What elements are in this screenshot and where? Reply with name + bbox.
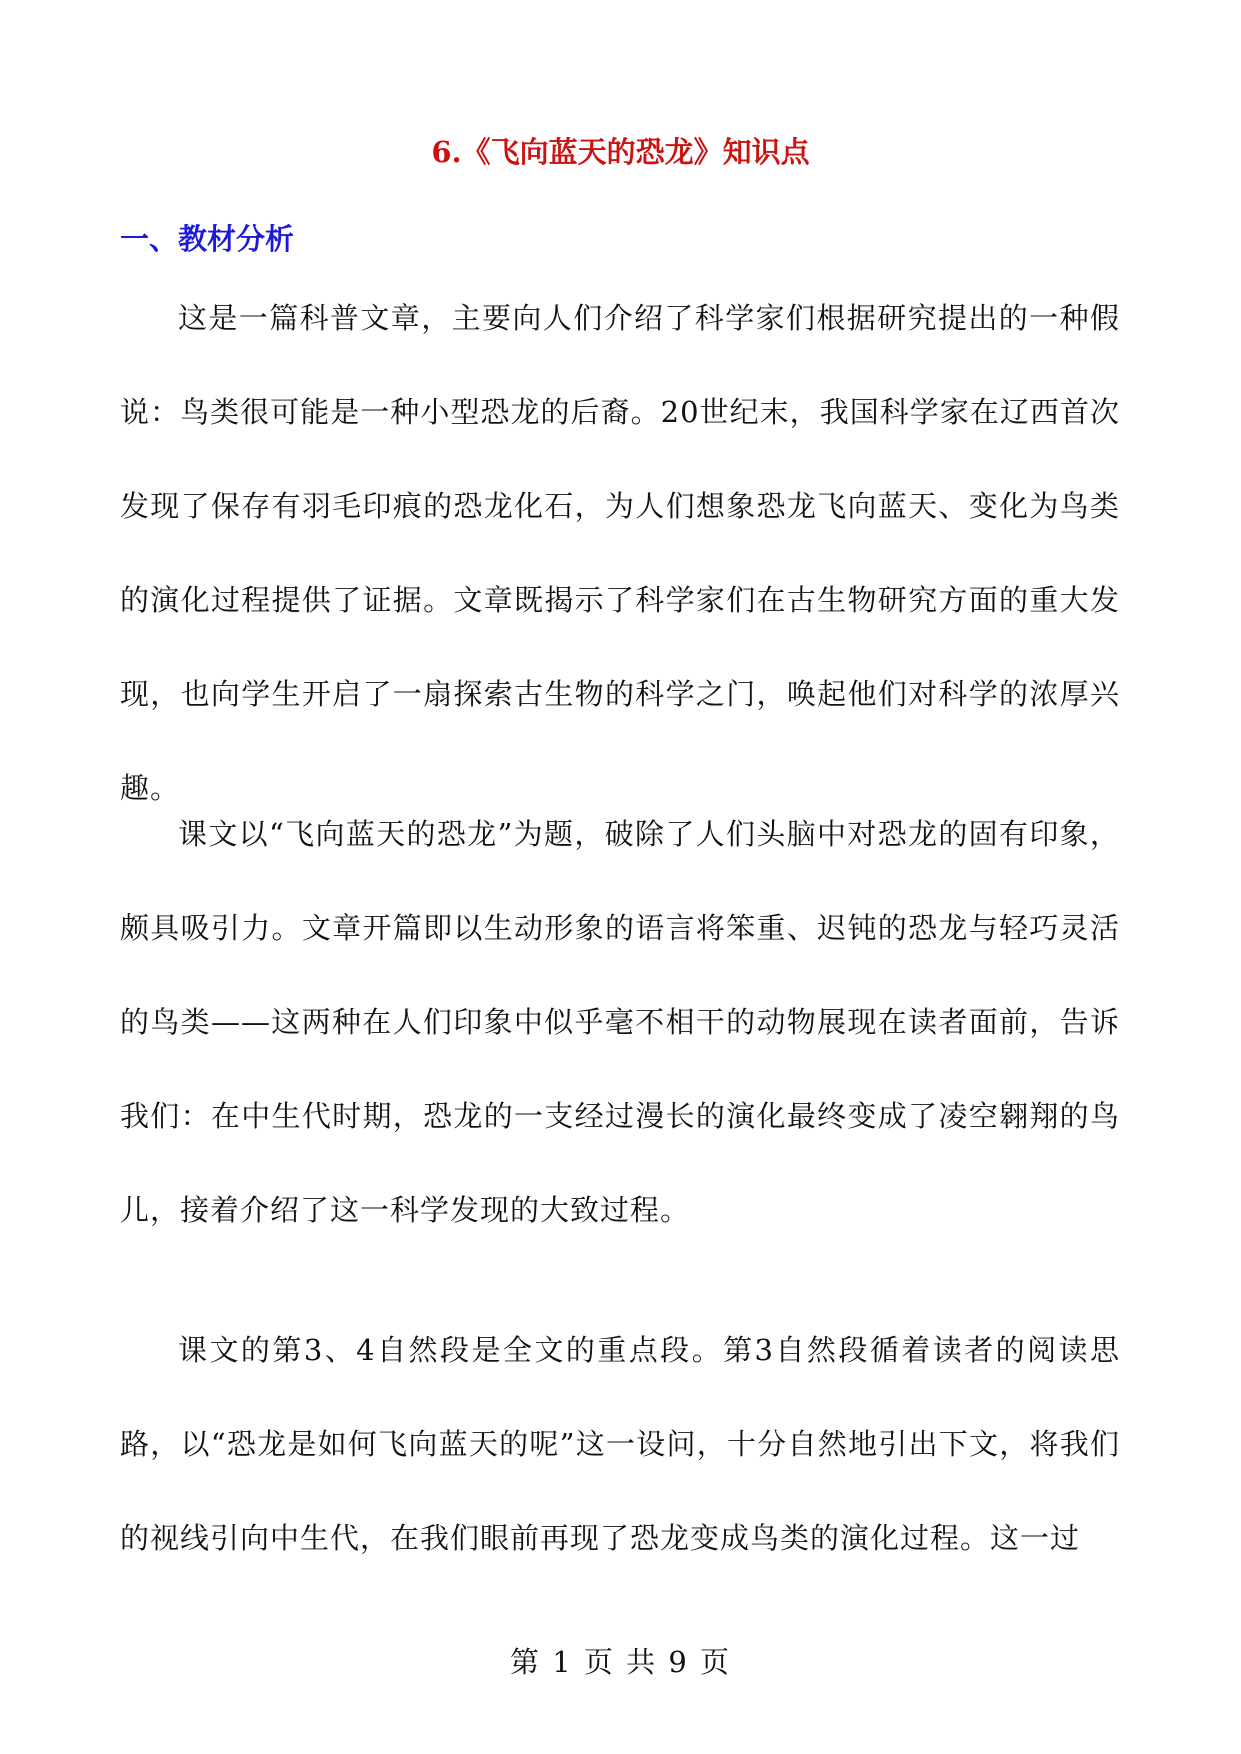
page-number-footer: 第 1 页 共 9 页 [510,1645,731,1679]
section-heading: 一、教材分析 [120,222,295,256]
paragraph-1: 这是一篇科普文章，主要向人们介绍了科学家们根据研究提出的一种假说：鸟类很可能是一种小型恐龙的后裔。20世纪末，我国科学家在辽西首次发现了保存有羽毛印痕的恐龙化石，为人们想象恐龙飞向蓝天、变化为鸟类的演化过程提供了证据。文章既揭示了科学家们在古生物研究方面的重大发现，也向学生开启了一扇探索古生物的科学之门，唤起他们对科学的浓厚兴趣。 [120,301,1120,805]
paragraph-3: 课文的第3、4自然段是全文的重点段。第3自然段循着读者的阅读思路，以“恐龙是如何飞向蓝天的呢”这一设问，十分自然地引出下文，将我们的视线引向中生代，在我们眼前再现了恐龙变成鸟类的演化过程。这一过 [120,1333,1120,1555]
document-title: 6.《飞向蓝天的恐龙》知识点 [431,135,810,169]
paragraph-2: 课文以“飞向蓝天的恐龙”为题，破除了人们头脑中对恐龙的固有印象，颇具吸引力。文章开篇即以生动形象的语言将笨重、迟钝的恐龙与轻巧灵活的鸟类——这两种在人们印象中似乎毫不相干的动物展现在读者面前，告诉我们：在中生代时期，恐龙的一支经过漫长的演化最终变成了凌空翱翔的鸟儿，接着介绍了这一科学发现的大致过程。 [120,817,1120,1227]
